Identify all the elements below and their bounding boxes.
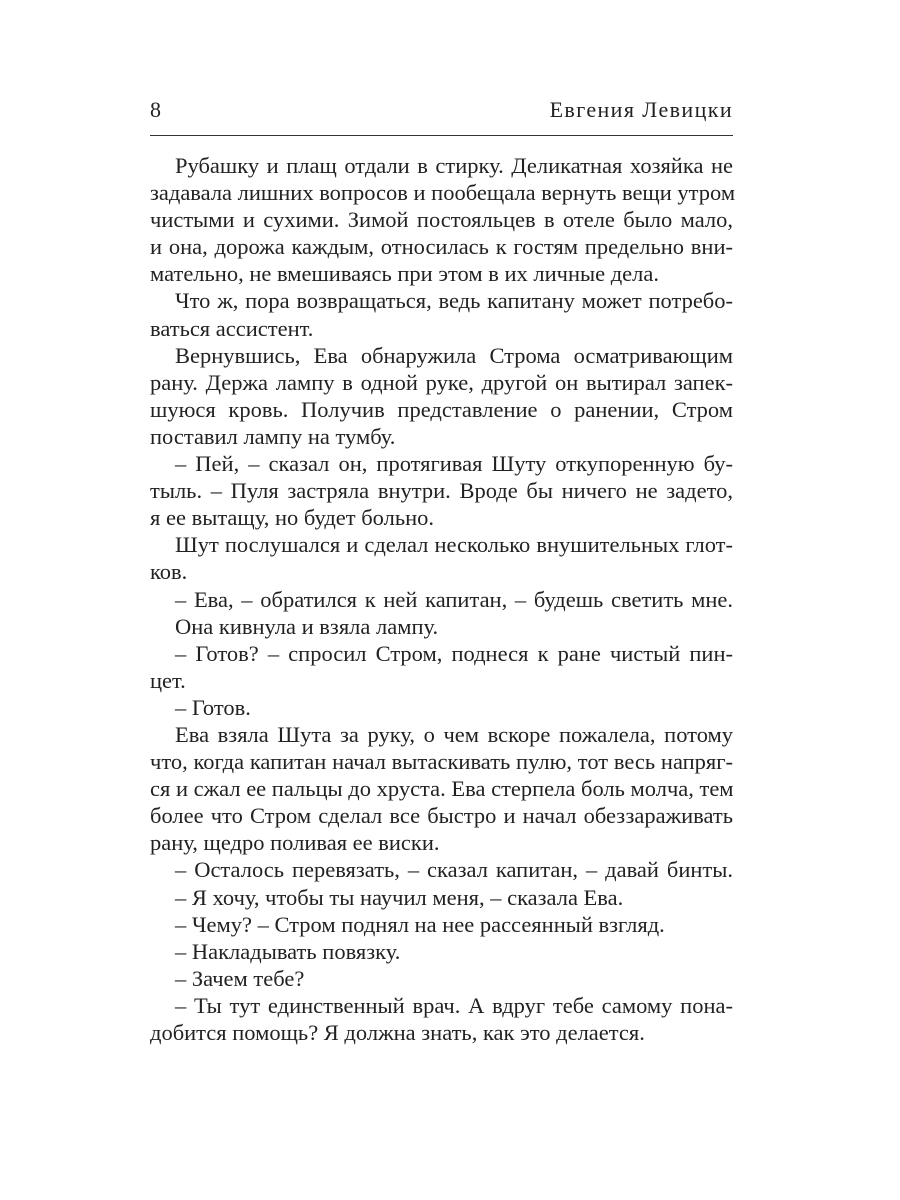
text-line: и она, дорожа каждым, относилась к гостям предельно вни- [150, 234, 733, 260]
text-line: добится помощь? Я должна знать, как это делается. [150, 1020, 645, 1045]
text-line: ся и сжал ее пальцы до хруста. Ева стерпела боль молча, тем [150, 776, 734, 802]
running-head-author: Евгения Левицки [549, 97, 733, 122]
page-header [150, 95, 733, 136]
text-line: Вернувшись, Ева обнаружила Строма осматривающим [175, 342, 733, 368]
text-line: – Пей, – сказал он, протягивая Шуту откупоренную бу- [175, 451, 733, 477]
text-line: что, когда капитан начал вытаскивать пулю, тот весь напряг- [150, 749, 733, 775]
text-line: тыль. – Пуля застряла внутри. Вроде бы ничего не задето, [150, 478, 733, 504]
page-number: 8 [150, 97, 162, 122]
text-line: Ева взяла Шута за руку, о чем вскоре пожалела, потому [175, 721, 733, 747]
text-line: ваться ассистент. [150, 315, 314, 341]
text-line: я ее вытащу, но будет больно. [150, 505, 435, 531]
text-line: – Готов? – спросил Стром, поднеся к ране чистый пин- [175, 640, 733, 666]
text-line: рану, щедро поливая ее виски. [150, 830, 440, 856]
text-line: – Зачем тебе? [175, 965, 305, 991]
body-text [150, 152, 736, 1046]
text-line: Шут послушался и сделал несколько внушительных глот- [175, 532, 733, 558]
text-line: Она кивнула и взяла лампу. [175, 613, 439, 639]
text-line: Рубашку и плащ отдали в стирку. Деликатная хозяйка не [175, 153, 733, 178]
text-line: – Я хочу, чтобы ты научил меня, – сказала Ева. [175, 884, 624, 910]
text-line: – Готов. [175, 694, 251, 720]
text-line: шуюся кровь. Получив представление о ранении, Стром [150, 396, 733, 422]
text-line: – Осталось перевязать, – сказал капитан, – давай бинты. [175, 857, 733, 883]
text-line: Что ж, пора возвращаться, ведь капитану может потребо- [175, 288, 733, 314]
text-line: – Ева, – обратился к ней капитан, – будешь светить мне. [175, 586, 733, 612]
text-line: более что Стром сделал все быстро и начал обеззараживать [150, 803, 733, 829]
text-line: цет. [150, 667, 186, 693]
text-line: задавала лишних вопросов и пообещала вернуть вещи утром [150, 180, 736, 206]
text-line: – Чему? – Стром поднял на нее рассеянный взгляд. [175, 911, 665, 937]
text-line: мательно, не вмешиваясь при этом в их личные дела. [150, 261, 659, 287]
text-line: чистыми и сухими. Зимой постояльцев в отеле было мало, [150, 207, 733, 233]
text-line: ков. [150, 559, 188, 585]
text-line: рану. Держа лампу в одной руке, другой он вытирал запек- [150, 369, 733, 395]
text-line: – Накладывать повязку. [175, 938, 401, 964]
text-line: поставил лампу на тумбу. [150, 423, 396, 449]
text-line: – Ты тут единственный врач. А вдруг тебе самому пона- [175, 992, 733, 1018]
